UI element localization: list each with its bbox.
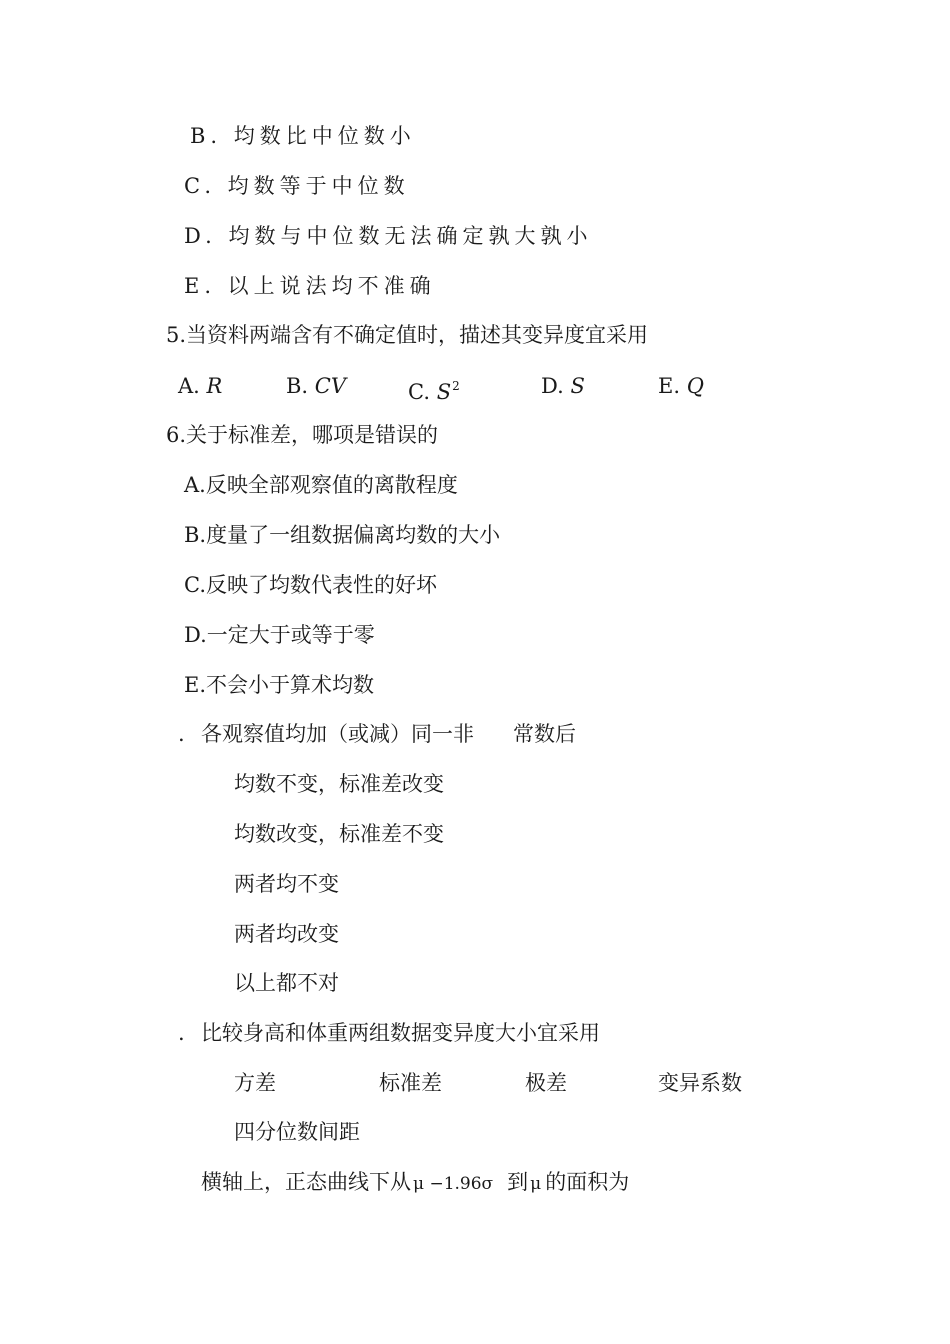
q4-option-e: E. 以上说法均不准确 [184,274,436,298]
q8-option-c: 极差 [525,1071,567,1095]
q5-option-a-symbol: R [206,374,223,398]
q8-stem: 比较身高和体重两组数据变异度大小宜采用 [201,1021,600,1045]
q4-option-c: C. 均数等于中位数 [184,174,410,198]
q6-option-e: E.不会小于算术均数 [184,673,375,697]
q8-number-dot: . [178,1021,185,1045]
q5-option-e-symbol: Q [686,374,704,398]
q6-option-d: D.一定大于或等于零 [184,623,375,647]
q5-option-e-letter: E. [658,374,681,398]
q7-stem-part2: 常数后 [513,722,576,746]
q9-to-expression: μ [530,1174,542,1194]
q9-stem-part1: 横轴上，正态曲线下从 [201,1170,411,1194]
q8-option-b: 标准差 [379,1071,442,1095]
q9-stem-part2: 到 [507,1170,529,1194]
q5-option-c [408,373,460,405]
q6-option-b: B.度量了一组数据偏离均数的大小 [184,523,501,547]
q5-option-a-letter: A. [178,374,200,398]
q7-option-b: 均数改变，标准差不变 [234,822,444,846]
q7-option-d: 两者均改变 [234,922,339,946]
q5-option-e [658,373,704,399]
q8-option-a: 方差 [234,1071,276,1095]
q8-option-d: 变异系数 [658,1071,742,1095]
q9-from-expression: μ −1.96σ [413,1174,494,1194]
q7-option-a: 均数不变，标准差改变 [234,772,444,796]
q6-option-a: A.反映全部观察值的离散程度 [184,473,458,497]
q4-option-d: D. 均数与中位数无法确定孰大孰小 [184,224,593,248]
q5-option-a [178,373,222,399]
q5-option-b-symbol: CV [314,374,347,398]
q5-option-b-letter: B. [286,374,309,398]
q5-option-d-symbol: S [570,374,585,398]
q5-option-b [286,373,346,399]
q5-option-c-symbol: S [436,380,452,404]
q7-option-e: 以上都不对 [234,971,339,995]
q4-option-b: B. 均数比中位数小 [190,124,416,148]
q5-option-c-letter: C. [408,380,430,404]
q8-option-e: 四分位数间距 [234,1120,360,1144]
q9-stem-part3: 的面积为 [545,1170,630,1194]
q7-stem-part1: 各观察值均加（或减）同一非 [201,722,474,746]
q5-option-d-letter: D. [541,374,564,398]
q6-option-c: C.反映了均数代表性的好坏 [184,573,437,597]
q6-stem: 6.关于标准差，哪项是错误的 [166,423,439,447]
q5-option-c-superscript: 2 [452,379,460,393]
q7-option-c: 两者均不变 [234,872,339,896]
q7-number-dot: . [178,722,185,746]
q5-option-d [541,373,585,399]
q9-stem [201,1169,629,1197]
q5-stem: 5.当资料两端含有不确定值时，描述其变异度宜采用 [166,323,649,347]
